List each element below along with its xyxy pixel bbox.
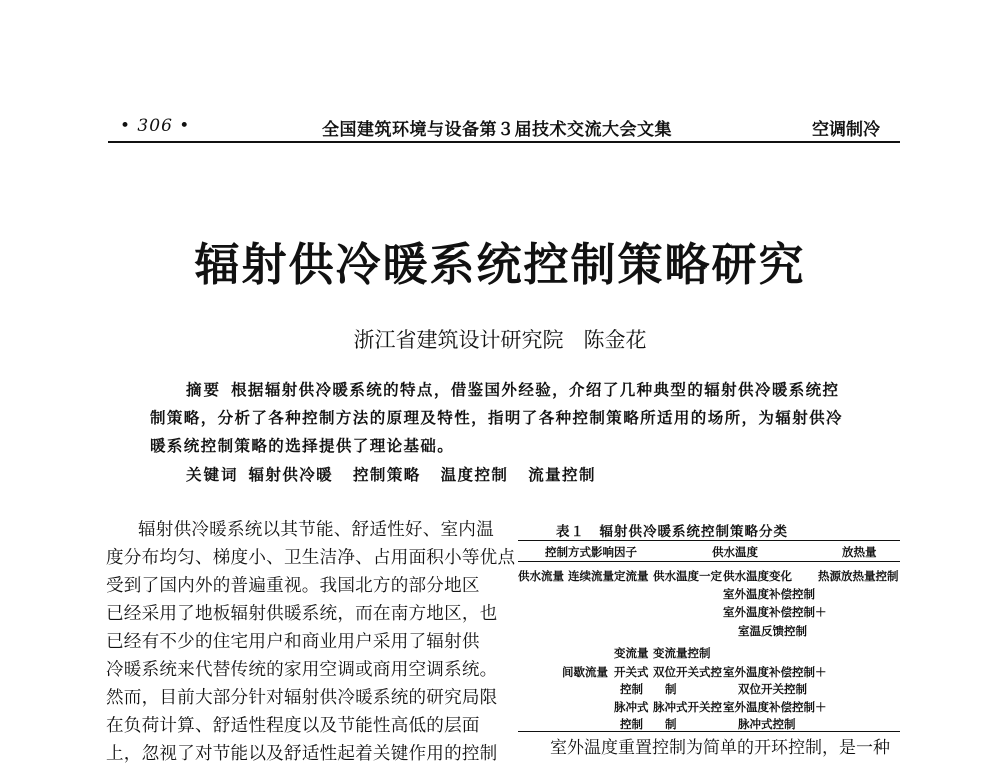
body-line: 在负荷计算、舒适性程度以及节能性高低的层面 (106, 716, 480, 736)
body-line: 受到了国内外的普遍重视。我国北方的部分地区 (106, 576, 480, 596)
table-cell: 定流量 (614, 569, 649, 583)
header-rule (108, 141, 900, 143)
journal-title: 全国建筑环境与设备第３届技术交流大会文集 (322, 120, 672, 140)
keyword: 控制策略 (353, 465, 421, 484)
table-cell: 开关式 (614, 665, 649, 679)
table-cell: 制 (665, 717, 677, 731)
article-title: 辐射供冷暖系统控制策略研究 (194, 238, 806, 291)
keyword: 温度控制 (440, 465, 509, 484)
table-cell: 连续流量 (568, 569, 614, 583)
table-cell: 脉冲式开关控 (653, 700, 722, 714)
table-cell: 双位开关式控 (653, 665, 722, 679)
body-line: 已经采用了地板辐射供暖系统，而在南方地区，也 (106, 604, 498, 624)
table-cell: 室外温度补偿控制 (723, 587, 815, 601)
byline (0, 324, 1000, 354)
body-line: 辐射供冷暖系统以其节能、舒适性好、室内温 (138, 520, 494, 540)
body-line: 度分布均匀、梯度小、卫生洁净、占用面积小等优点 (106, 548, 516, 568)
abstract-line: 暖系统控制策略的选择提供了理论基础。 (150, 436, 455, 455)
table-cell: 室温反馈控制 (738, 624, 807, 638)
table-cell: 变流量控制 (653, 646, 711, 660)
section-name: 空调制冷 (812, 120, 880, 140)
table-cell: 制 (665, 682, 677, 696)
table-cell: 室外温度补偿控制＋ (723, 665, 827, 679)
abstract-line (186, 378, 839, 400)
keywords-label: 关键词 (186, 465, 239, 484)
table-cell: 脉冲式控制 (738, 717, 796, 731)
page-number: • 306 • (120, 116, 191, 136)
table-cell: 控制 (620, 717, 643, 731)
keyword: 流量控制 (528, 465, 596, 484)
body-line: 室外温度重置控制为简单的开环控制，是一种 (550, 738, 890, 758)
affiliation: 浙江省建筑设计研究院 (353, 328, 564, 352)
table-caption: 表１ 辐射供冷暖系统控制策略分类 (556, 524, 788, 540)
table-cell: 供水温度变化 (723, 569, 792, 583)
abstract-text: 根据辐射供冷暖系统的特点，借鉴国外经验，介绍了几种典型的辐射供冷暖系统控 (231, 380, 840, 399)
table-header-heat: 放热量 (842, 545, 877, 559)
table-cell: 变流量 (614, 646, 649, 660)
table-header-rule (518, 561, 900, 562)
table-cell: 供水流量 (518, 569, 564, 583)
table-header-factor: 控制方式影响因子 (545, 545, 637, 559)
table-cell: 间歇流量 (562, 665, 608, 679)
body-line: 上，忽视了对节能以及舒适性起着关键作用的控制 (106, 744, 498, 764)
table-cell: 供水温度一定 (653, 569, 722, 583)
table-cell: 室外温度补偿控制＋ (723, 605, 827, 619)
body-line: 已经有不少的住宅用户和商业用户采用了辐射供 (106, 632, 480, 652)
keyword: 辐射供冷暖 (248, 465, 334, 484)
table-bottom-rule (518, 731, 900, 732)
table-cell: 控制 (620, 682, 643, 696)
body-line: 冷暖系统来代替传统的家用空调或商用空调系统。 (106, 660, 498, 680)
abstract-label: 摘要 (186, 380, 222, 399)
table-header-supply-temp: 供水温度 (712, 545, 758, 559)
table-cell: 脉冲式 (614, 700, 649, 714)
body-line: 然而，目前大部分针对辐射供冷暖系统的研究局限 (106, 688, 498, 708)
abstract-line: 制策略，分析了各种控制方法的原理及特性，指明了各种控制策略所适用的场所，为辐射供冷 (150, 408, 843, 427)
keywords-line (186, 463, 616, 485)
table-cell: 室外温度补偿控制＋ (723, 700, 827, 714)
table-cell: 双位开关控制 (738, 682, 807, 696)
author: 陈金花 (583, 328, 647, 352)
table-cell: 热源放热量控制 (818, 569, 899, 583)
table-top-rule (518, 540, 900, 541)
